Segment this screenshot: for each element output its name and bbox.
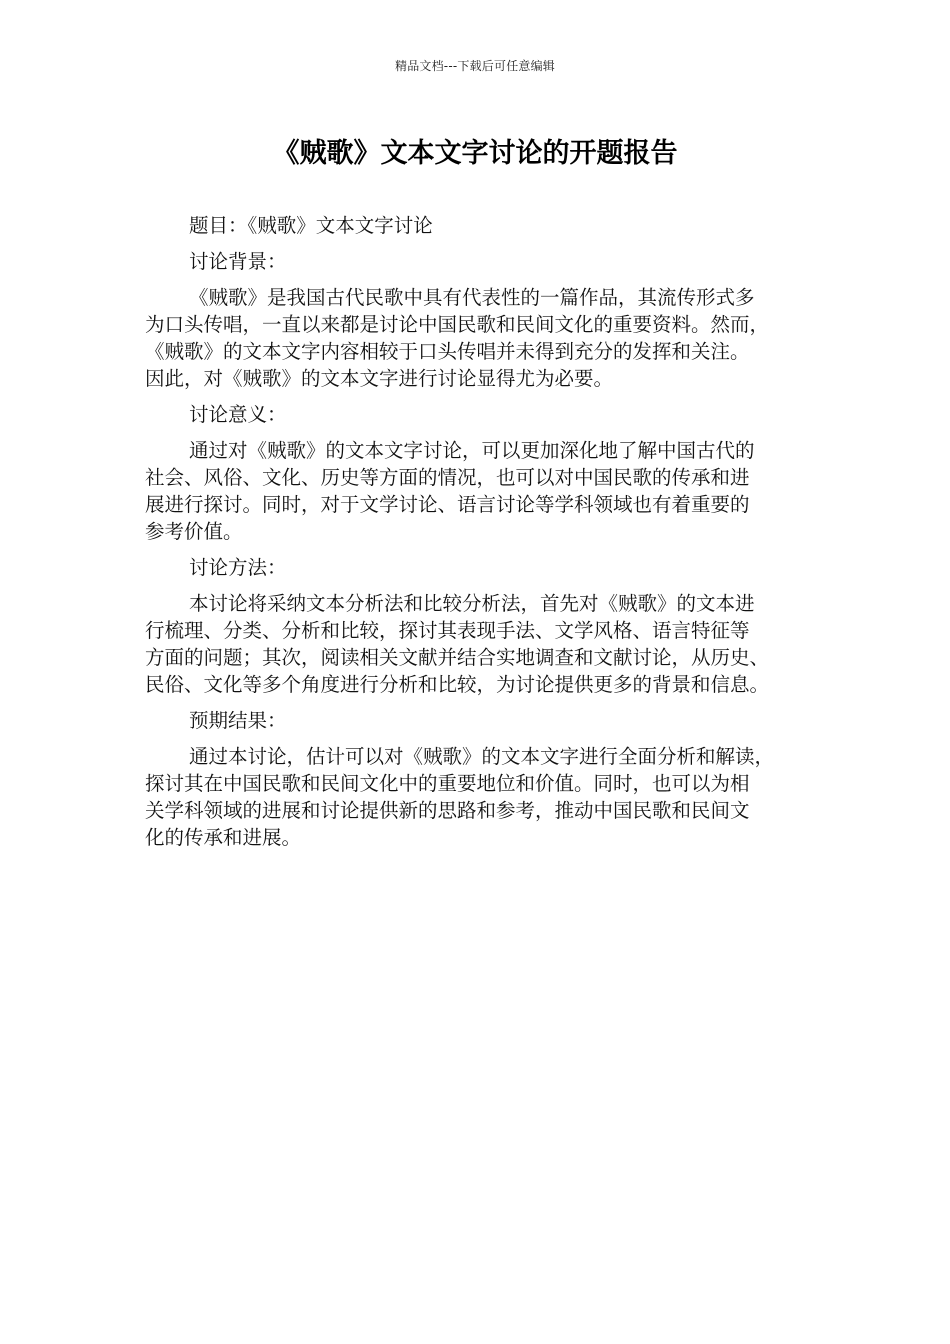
background-line: 《贼歌》是我国古代民歌中具有代表性的一篇作品，其流传形式多 <box>189 286 755 309</box>
method-heading-paragraph <box>145 554 805 581</box>
background-heading: 讨论背景： <box>189 250 287 273</box>
results-heading-paragraph <box>145 707 805 734</box>
significance-paragraph <box>145 437 805 545</box>
document-body <box>145 212 805 860</box>
significance-heading-paragraph <box>145 401 805 428</box>
results-heading: 预期结果： <box>189 709 287 732</box>
method-heading: 讨论方法： <box>189 556 287 579</box>
background-line: 因此，对《贼歌》的文本文字进行讨论显得尤为必要。 <box>145 367 614 390</box>
results-paragraph <box>145 743 805 851</box>
page-header: 精品文档---下载后可任意编辑 <box>395 59 555 73</box>
results-line: 化的传承和进展。 <box>145 826 302 849</box>
topic-paragraph <box>145 212 805 239</box>
significance-line: 通过对《贼歌》的文本文字讨论，可以更加深化地了解中国古代的 <box>189 439 755 462</box>
significance-line: 参考价值。 <box>145 520 243 543</box>
background-heading-paragraph <box>145 248 805 275</box>
background-line: 为口头传唱，一直以来都是讨论中国民歌和民间文化的重要资料。然而， <box>145 313 770 336</box>
results-line: 关学科领域的进展和讨论提供新的思路和参考，推动中国民歌和民间文 <box>145 799 750 822</box>
method-line: 行梳理、分类、分析和比较，探讨其表现手法、文学风格、语言特征等 <box>145 619 750 642</box>
significance-line: 社会、风俗、文化、历史等方面的情况，也可以对中国民歌的传承和进 <box>145 466 750 489</box>
significance-line: 展进行探讨。同时，对于文学讨论、语言讨论等学科领域也有着重要的 <box>145 493 750 516</box>
method-line: 方面的问题；其次，阅读相关文献并结合实地调查和文献讨论，从历史、 <box>145 646 770 669</box>
results-line: 探讨其在中国民歌和民间文化中的重要地位和价值。同时，也可以为相 <box>145 772 750 795</box>
method-line: 民俗、文化等多个角度进行分析和比较，为讨论提供更多的背景和信息。 <box>145 673 770 696</box>
topic-line: 题目：《贼歌》文本文字讨论 <box>189 214 433 237</box>
background-paragraph <box>145 284 805 392</box>
method-paragraph <box>145 590 805 698</box>
document-title: 《贼歌》文本文字讨论的开题报告 <box>272 138 678 169</box>
significance-heading: 讨论意义： <box>189 403 287 426</box>
background-line: 《贼歌》的文本文字内容相较于口头传唱并未得到充分的发挥和关注。 <box>145 340 750 363</box>
method-line: 本讨论将采纳文本分析法和比较分析法，首先对《贼歌》的文本进 <box>189 592 755 615</box>
results-line: 通过本讨论，估计可以对《贼歌》的文本文字进行全面分析和解读， <box>189 745 775 768</box>
